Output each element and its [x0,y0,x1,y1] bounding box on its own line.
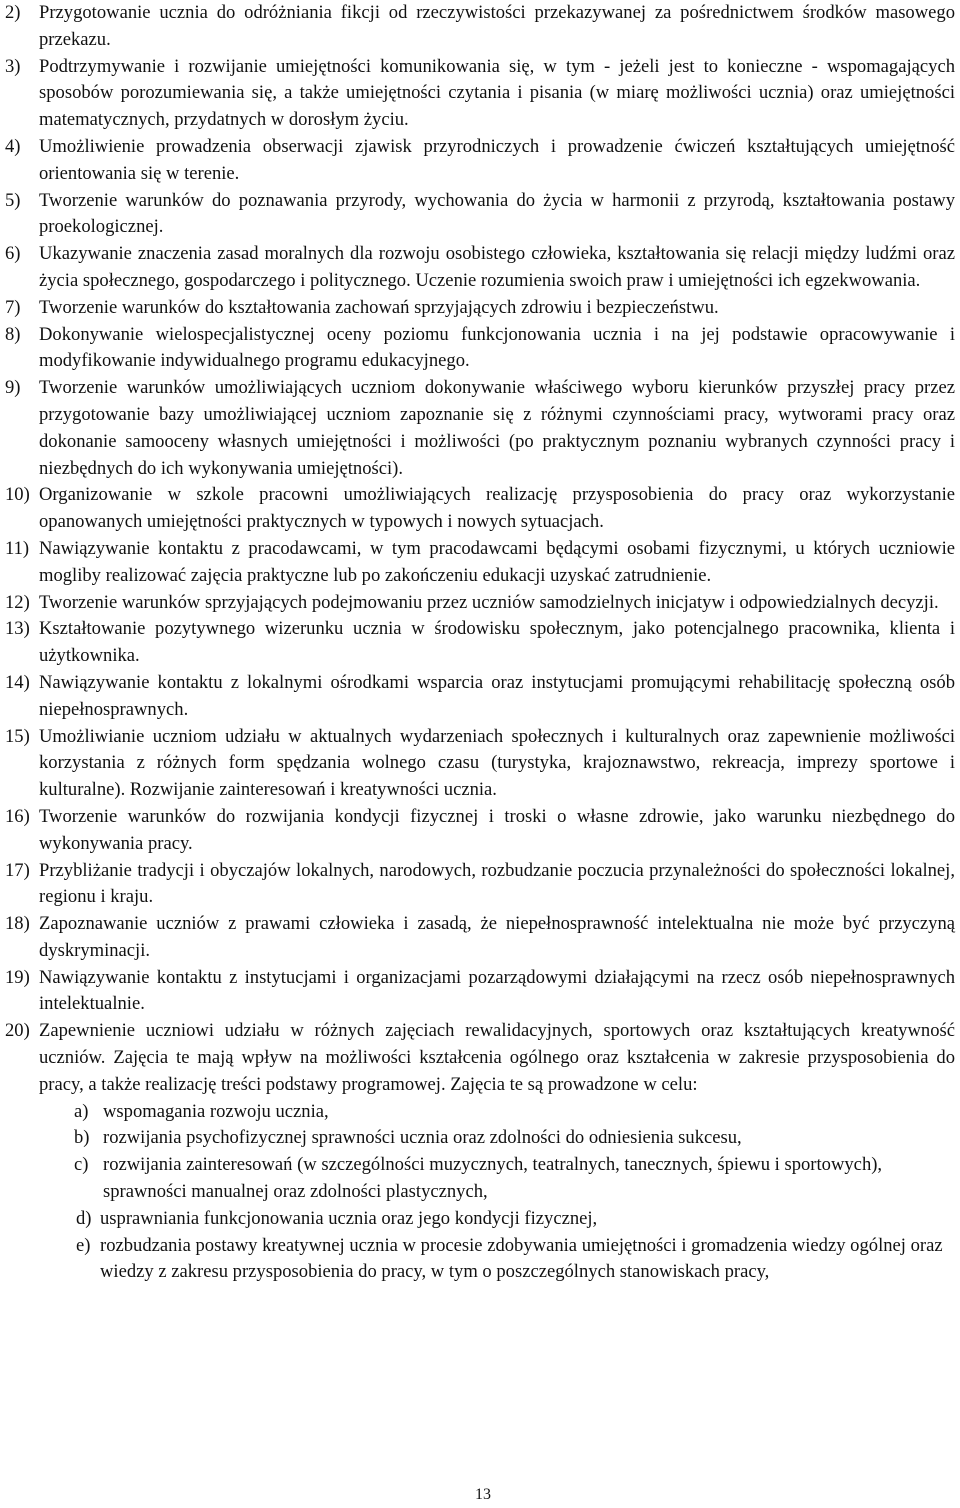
item-number: 11) [5,537,30,559]
item-text: Dokonywanie wielospecjalistycznej oceny poziomu funkcjonowania ucznia i na jej podstawie opracowywanie i modyfikowanie indywidualnego programu edukacyjnego. [39,323,955,372]
item-number: 15) [5,725,30,747]
list-item [5,804,955,858]
list-item [5,1018,955,1098]
list-item [5,134,955,188]
item-text: Tworzenie warunków umożliwiających uczniom dokonywanie właściwego wyboru kierunków przyszłej pracy przez przygotowanie bazy umożliwiającej uczniom zapoznanie się z różnymi czynnościami pracy, wytworami pracy oraz dokonanie samooceny własnych umiejętności i możliwości (po praktycznym poznaniu wybranych czynności pracy i niezbędnych do ich wykonywania umiejętności). [39,377,955,479]
list-item [5,724,955,804]
list-item [5,616,955,670]
item-number: 4) [5,135,21,157]
list-item [5,0,955,54]
item-number: 9) [5,377,21,399]
item-text: Nawiązywanie kontaktu z instytucjami i organizacjami pozarządowymi działającymi na rzecz osób niepełnosprawnych intelektualnie. [39,966,955,1015]
page-number: 13 [475,1486,491,1503]
item-number: 3) [5,55,21,77]
document-body [5,0,955,1286]
item-number: 7) [5,296,21,318]
item-text: Tworzenie warunków sprzyjających podejmowaniu przez uczniów samodzielnych inicjatyw i odpowiedzialnych decyzji. [39,591,939,613]
list-item [5,54,955,134]
item-number: 20) [5,1020,30,1042]
list-item [5,590,955,617]
item-text: Przygotowanie ucznia do odróżniania fikcji od rzeczywistości przekazywanej za pośrednictwem środków masowego przekazu. [39,2,955,50]
list-item [5,375,955,482]
sub-item-text: rozwijania zainteresowań (w szczególności muzycznych, teatralnych, tanecznych, śpiewu i sportowych), sprawności manualnej oraz zdolności plastycznych, [103,1154,883,1203]
item-number: 5) [5,189,21,211]
item-number: 10) [5,484,30,506]
sub-item-letter: b) [74,1127,90,1149]
item-text: Tworzenie warunków do poznawania przyrody, wychowania do życia w harmonii z przyrodą, kształtowania postawy proekologicznej. [39,189,955,238]
item-text: Kształtowanie pozytywnego wizerunku ucznia w środowisku społecznym, jako potencjalnego pracownika, klienta i użytkownika. [39,618,955,667]
sub-item-letter: a) [74,1100,89,1122]
item-text: Zapoznawanie uczniów z prawami człowieka i zasadą, że niepełnosprawność intelektualna nie może być przyczyną dyskryminacji. [39,913,955,961]
item-number: 19) [5,966,30,988]
item-number: 14) [5,671,30,693]
item-text: Przybliżanie tradycji i obyczajów lokalnych, narodowych, rozbudzanie poczucia przynależności do społeczności lokalnej, regionu i kraju. [39,859,955,908]
item-number: 16) [5,805,30,827]
sub-item-text: wspomagania rozwoju ucznia, [103,1100,329,1122]
sub-list-item [5,1233,955,1287]
list-item [5,536,955,590]
sub-list-item [5,1152,955,1206]
list-item [5,295,955,322]
item-text: Organizowanie w szkole pracowni umożliwiających realizację przysposobienia do pracy oraz wykorzystanie opanowanych umiejętności praktycznych w typowych i nowych sytuacjach. [39,484,955,533]
item-number: 6) [5,243,21,265]
item-text: Umożliwianie uczniom udziału w aktualnych wydarzeniach społecznych i kulturalnych oraz zapewnienie możliwości korzystania z różnych form spędzania wolnego czasu (turystyka, krajoznawstwo, rekreacja, imprezy sportowe i kulturalne). Rozwijanie zainteresowań i kreatywności ucznia. [39,725,955,801]
item-text: Nawiązywanie kontaktu z lokalnymi ośrodkami wsparcia oraz instytucjami promującymi rehabilitację społeczną osób niepełnosprawnych. [39,671,955,720]
sub-list-item [5,1099,955,1126]
sub-item-letter: e) [76,1234,91,1256]
sub-list-item [5,1206,955,1233]
sub-item-text: rozwijania psychofizycznej sprawności ucznia oraz zdolności do odniesienia sukcesu, [103,1127,742,1149]
item-text: Umożliwienie prowadzenia obserwacji zjawisk przyrodniczych i prowadzenie ćwiczeń kształtujących umiejętność orientowania się w terenie. [39,135,955,184]
item-text: Nawiązywanie kontaktu z pracodawcami, w tym pracodawcami będącymi osobami fizycznymi, u których uczniowie mogliby realizować zajęcia praktyczne lub po zakończeniu edukacji uzyskać zatrudnienie. [39,537,955,586]
sub-item-letter: d) [76,1207,92,1229]
list-item [5,188,955,242]
sub-list-item [5,1125,955,1152]
item-text: Zapewnienie uczniowi udziału w różnych zajęciach rewalidacyjnych, sportowych oraz kształtujących kreatywność uczniów. Zajęcia te mają wpływ na możliwości kształcenia ogólnego oraz kształcenia w zakresie przysposobienia do pracy, a także realizację treści podstawy programowej. Zajęcia te są prowadzone w celu: [39,1020,955,1095]
item-number: 18) [5,913,30,935]
sub-item-text: usprawniania funkcjonowania ucznia oraz jego kondycji fizycznej, [100,1207,598,1229]
sub-item-text: rozbudzania postawy kreatywnej ucznia w procesie zdobywania umiejętności i gromadzenia wiedzy ogólnej oraz wiedzy z zakresu przysposobienia do pracy, w tym o poszczególnych stanowiskach pracy, [100,1234,943,1283]
item-text: Tworzenie warunków do rozwijania kondycji fizycznej i troski o własne zdrowie, jako warunku niezbędnego do wykonywania pracy. [39,805,955,854]
list-item [5,670,955,724]
item-number: 13) [5,618,30,640]
list-item [5,858,955,912]
list-item [5,241,955,295]
list-item [5,322,955,376]
item-text: Ukazywanie znaczenia zasad moralnych dla rozwoju osobistego człowieka, kształtowania się relacji między ludźmi oraz życia społecznego, gospodarczego i politycznego. Uczenie rozumienia swoich praw i umiejętności ich egzekwowania. [39,243,955,291]
item-number: 2) [5,2,21,23]
list-item [5,482,955,536]
item-number: 12) [5,591,30,613]
list-item [5,965,955,1019]
item-number: 8) [5,323,21,345]
item-text: Tworzenie warunków do kształtowania zachowań sprzyjających zdrowiu i bezpieczeństwu. [39,296,719,318]
item-number: 17) [5,859,30,881]
item-text: Podtrzymywanie i rozwijanie umiejętności komunikowania się, w tym - jeżeli jest to konieczne - wspomagających sposobów porozumiewania się, a także umiejętności czytania i pisania (w miarę możliwości ucznia) oraz umiejętności matematycznych, przydatnych w dorosłym życiu. [39,55,955,131]
list-item [5,911,955,965]
sub-item-letter: c) [74,1154,89,1176]
